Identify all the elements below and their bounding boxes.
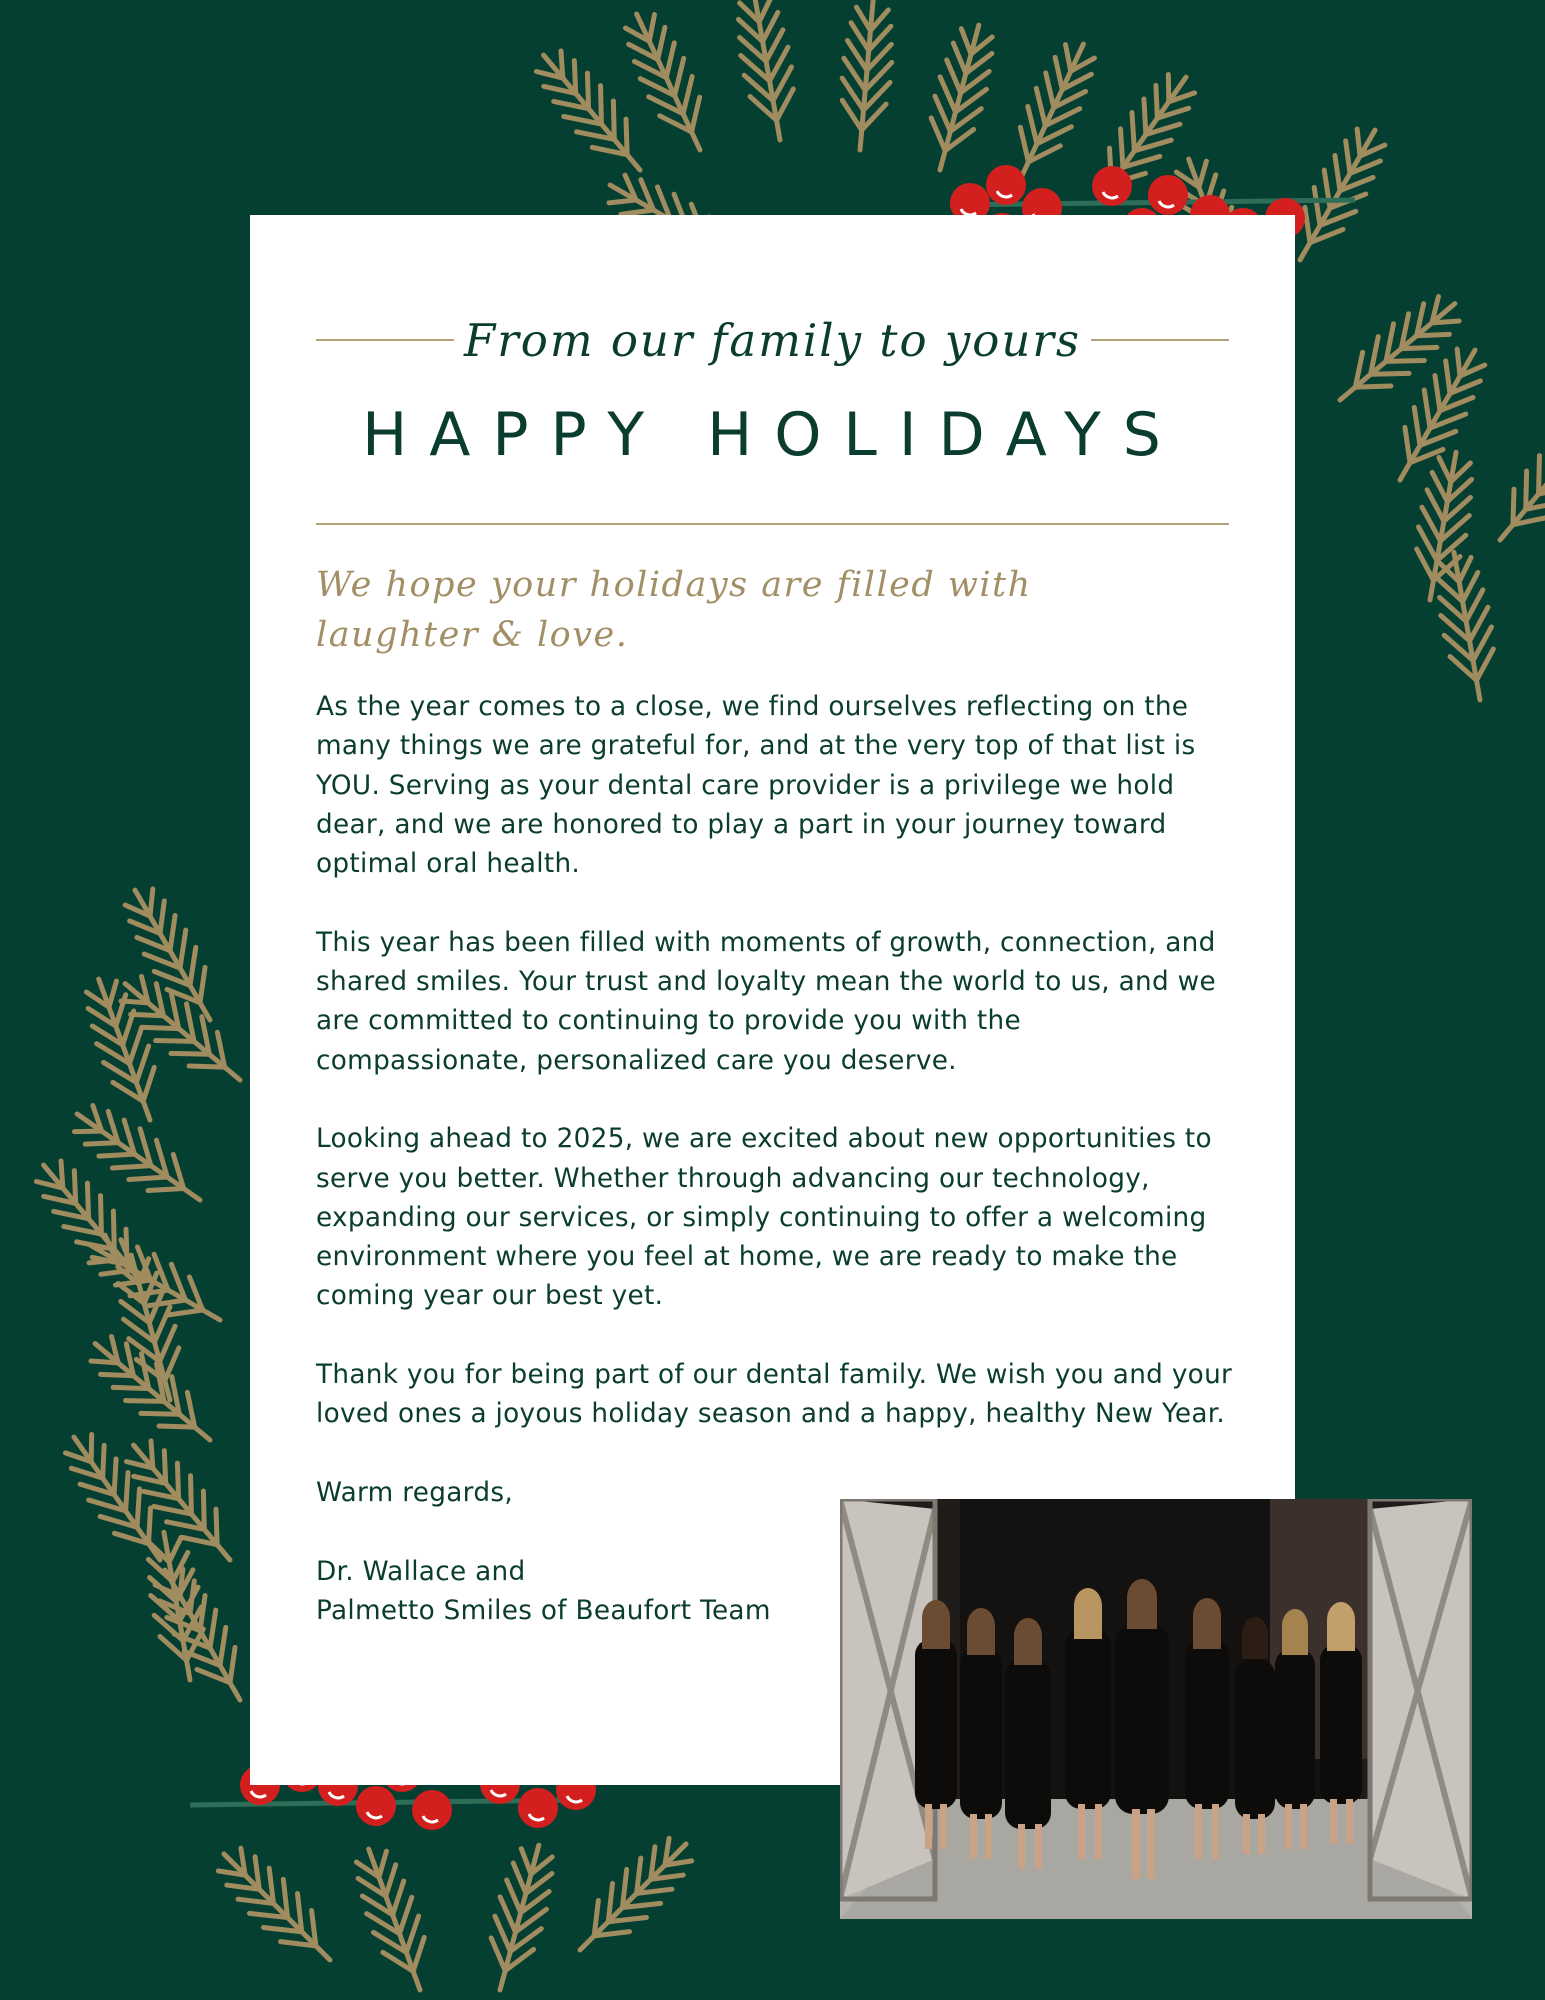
divider [316,523,1229,525]
paragraph: Looking ahead to 2025, we are excited about new opportunities to serve you better. Whether through advancing our technology, expanding our services, or simply continuing to offer a welcoming environment where you feel at home, we are ready to make the coming year our best yet. [316,1124,1212,1312]
letter-body [316,688,1236,1631]
team-photo [840,1499,1472,1919]
paragraph: As the year comes to a close, we find ourselves reflecting on the many things we are grateful for, and at the very top of that list is YOU. Serving as your dental care provider is a privilege we hold dear, and we are honored to play a part in your journey toward optimal oral health. [316,692,1196,880]
closing: Warm regards, [316,1477,513,1508]
team-photo-image [840,1499,1472,1919]
subtitle-line: laughter & love. [316,615,629,655]
signature-line: Palmetto Smiles of Beaufort Team [316,1595,771,1626]
signature-line: Dr. Wallace and [316,1556,526,1587]
paragraph: This year has been filled with moments of growth, connection, and shared smiles. Your trust and loyalty mean the world to us, and we are committed to continuing to provide you with the compassionate, personalized care you deserve. [316,927,1216,1076]
pine-branch-icon [207,1827,703,1998]
pine-branch-icon [25,878,261,1712]
divider-right [1091,339,1229,341]
tagline-row [316,315,1229,365]
tagline: From our family to yours [464,313,1081,367]
subtitle [316,560,1096,660]
page-title: HAPPY HOLIDAYS [362,400,1183,470]
subtitle-line: We hope your holidays are filled with [316,565,1032,605]
paragraph: Thank you for being part of our dental family. We wish you and your loved ones a joyous holiday season and a happy, healthy New Year. [316,1360,1233,1430]
divider-left [316,339,454,341]
